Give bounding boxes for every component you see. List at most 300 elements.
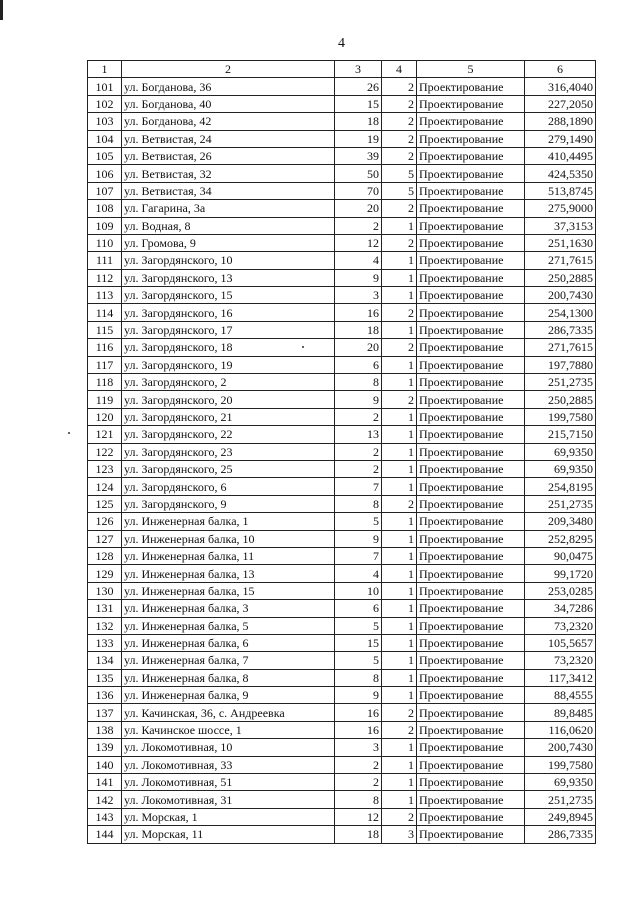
value-cell: 117,3412 xyxy=(525,669,596,686)
col3-cell: 26 xyxy=(335,78,382,95)
address-cell: ул. Локомотивная, 33 xyxy=(122,756,335,773)
stage-cell: Проектирование xyxy=(417,460,525,477)
col4-cell: 2 xyxy=(382,808,417,825)
row-number-cell: 106 xyxy=(88,165,122,182)
scan-edge-mark xyxy=(0,0,3,20)
col3-cell: 6 xyxy=(335,356,382,373)
col3-cell: 2 xyxy=(335,460,382,477)
address-cell: ул. Инженерная балка, 7 xyxy=(122,652,335,669)
stage-cell: Проектирование xyxy=(417,426,525,443)
stage-cell: Проектирование xyxy=(417,200,525,217)
table-row xyxy=(88,234,596,251)
address-cell: ул. Загордянского, 13 xyxy=(122,269,335,286)
value-cell: 253,0285 xyxy=(525,582,596,599)
col3-cell: 2 xyxy=(335,774,382,791)
stage-cell: Проектирование xyxy=(417,547,525,564)
col3-cell: 9 xyxy=(335,269,382,286)
col4-cell: 2 xyxy=(382,78,417,95)
row-number-cell: 114 xyxy=(88,304,122,321)
col4-cell: 1 xyxy=(382,513,417,530)
col3-cell: 50 xyxy=(335,165,382,182)
col3-cell: 8 xyxy=(335,669,382,686)
row-number-cell: 126 xyxy=(88,513,122,530)
value-cell: 199,7580 xyxy=(525,756,596,773)
table-row xyxy=(88,391,596,408)
value-cell: 513,8745 xyxy=(525,182,596,199)
column-header: 4 xyxy=(382,61,417,78)
stage-cell: Проектирование xyxy=(417,182,525,199)
col3-cell: 8 xyxy=(335,374,382,391)
address-cell: ул. Качинское шоссе, 1 xyxy=(122,721,335,738)
row-number-cell: 117 xyxy=(88,356,122,373)
stage-cell: Проектирование xyxy=(417,600,525,617)
value-cell: 73,2320 xyxy=(525,652,596,669)
address-cell: ул. Ветвистая, 26 xyxy=(122,147,335,164)
value-cell: 271,7615 xyxy=(525,252,596,269)
table-header-row xyxy=(88,61,596,78)
address-cell: ул. Загордянского, 17 xyxy=(122,321,335,338)
column-header: 2 xyxy=(122,61,335,78)
row-number-cell: 123 xyxy=(88,460,122,477)
col4-cell: 5 xyxy=(382,182,417,199)
address-cell: ул. Загордянского, 23 xyxy=(122,443,335,460)
address-cell: ул. Богданова, 36 xyxy=(122,78,335,95)
address-cell: ул. Инженерная балка, 1 xyxy=(122,513,335,530)
col3-cell: 39 xyxy=(335,147,382,164)
stage-cell: Проектирование xyxy=(417,826,525,843)
row-number-cell: 134 xyxy=(88,652,122,669)
col3-cell: 70 xyxy=(335,182,382,199)
table-row xyxy=(88,791,596,808)
col4-cell: 2 xyxy=(382,234,417,251)
row-number-cell: 138 xyxy=(88,721,122,738)
col4-cell: 1 xyxy=(382,565,417,582)
data-table xyxy=(87,60,596,844)
col3-cell: 16 xyxy=(335,304,382,321)
table-row xyxy=(88,147,596,164)
address-cell: ул. Морская, 11 xyxy=(122,826,335,843)
address-cell: ул. Загордянского, 6 xyxy=(122,478,335,495)
row-number-cell: 120 xyxy=(88,408,122,425)
row-number-cell: 129 xyxy=(88,565,122,582)
stage-cell: Проектирование xyxy=(417,356,525,373)
col3-cell: 20 xyxy=(335,200,382,217)
address-cell: ул. Инженерная балка, 15 xyxy=(122,582,335,599)
column-header: 5 xyxy=(417,61,525,78)
row-number-cell: 136 xyxy=(88,687,122,704)
col4-cell: 1 xyxy=(382,252,417,269)
row-number-cell: 103 xyxy=(88,113,122,130)
value-cell: 105,5657 xyxy=(525,634,596,651)
table-row xyxy=(88,78,596,95)
column-header: 6 xyxy=(525,61,596,78)
col3-cell: 4 xyxy=(335,252,382,269)
col3-cell: 12 xyxy=(335,808,382,825)
row-number-cell: 105 xyxy=(88,147,122,164)
value-cell: 251,1630 xyxy=(525,234,596,251)
stage-cell: Проектирование xyxy=(417,95,525,112)
address-cell: ул. Богданова, 40 xyxy=(122,95,335,112)
table-row xyxy=(88,182,596,199)
address-cell: ул. Загордянского, 16 xyxy=(122,304,335,321)
col4-cell: 2 xyxy=(382,339,417,356)
table-row xyxy=(88,374,596,391)
value-cell: 316,4040 xyxy=(525,78,596,95)
value-cell: 279,1490 xyxy=(525,130,596,147)
col3-cell: 9 xyxy=(335,391,382,408)
row-number-cell: 135 xyxy=(88,669,122,686)
table-row xyxy=(88,408,596,425)
value-cell: 69,9350 xyxy=(525,774,596,791)
value-cell: 250,2885 xyxy=(525,391,596,408)
col4-cell: 1 xyxy=(382,426,417,443)
address-cell: ул. Инженерная балка, 13 xyxy=(122,565,335,582)
col3-cell: 8 xyxy=(335,495,382,512)
stage-cell: Проектирование xyxy=(417,582,525,599)
table-row xyxy=(88,826,596,843)
table-row xyxy=(88,495,596,512)
col3-cell: 4 xyxy=(335,565,382,582)
stage-cell: Проектирование xyxy=(417,304,525,321)
stage-cell: Проектирование xyxy=(417,565,525,582)
table-row xyxy=(88,200,596,217)
table-row xyxy=(88,478,596,495)
col3-cell: 5 xyxy=(335,617,382,634)
value-cell: 200,7430 xyxy=(525,287,596,304)
row-number-cell: 107 xyxy=(88,182,122,199)
address-cell: ул. Загордянского, 18 xyxy=(122,339,335,356)
row-number-cell: 140 xyxy=(88,756,122,773)
table-row xyxy=(88,565,596,582)
value-cell: 252,8295 xyxy=(525,530,596,547)
table-row xyxy=(88,530,596,547)
row-number-cell: 119 xyxy=(88,391,122,408)
value-cell: 88,4555 xyxy=(525,687,596,704)
col4-cell: 2 xyxy=(382,130,417,147)
stage-cell: Проектирование xyxy=(417,756,525,773)
col4-cell: 1 xyxy=(382,547,417,564)
address-cell: ул. Качинская, 36, с. Андреевка xyxy=(122,704,335,721)
value-cell: 251,2735 xyxy=(525,791,596,808)
col3-cell: 5 xyxy=(335,652,382,669)
address-cell: ул. Инженерная балка, 3 xyxy=(122,600,335,617)
table-row xyxy=(88,687,596,704)
value-cell: 251,2735 xyxy=(525,374,596,391)
stage-cell: Проектирование xyxy=(417,113,525,130)
table-row xyxy=(88,339,596,356)
col3-cell: 2 xyxy=(335,217,382,234)
row-number-cell: 137 xyxy=(88,704,122,721)
address-cell: ул. Инженерная балка, 9 xyxy=(122,687,335,704)
col3-cell: 18 xyxy=(335,321,382,338)
address-cell: ул. Локомотивная, 10 xyxy=(122,739,335,756)
row-number-cell: 142 xyxy=(88,791,122,808)
row-number-cell: 143 xyxy=(88,808,122,825)
address-cell: ул. Инженерная балка, 8 xyxy=(122,669,335,686)
row-number-cell: 110 xyxy=(88,234,122,251)
col4-cell: 2 xyxy=(382,95,417,112)
address-cell: ул. Локомотивная, 31 xyxy=(122,791,335,808)
table-row xyxy=(88,304,596,321)
row-number-cell: 124 xyxy=(88,478,122,495)
stage-cell: Проектирование xyxy=(417,513,525,530)
col4-cell: 1 xyxy=(382,287,417,304)
address-cell: ул. Загордянского, 21 xyxy=(122,408,335,425)
stage-cell: Проектирование xyxy=(417,478,525,495)
row-number-cell: 108 xyxy=(88,200,122,217)
col4-cell: 2 xyxy=(382,391,417,408)
col4-cell: 1 xyxy=(382,652,417,669)
stage-cell: Проектирование xyxy=(417,78,525,95)
value-cell: 254,8195 xyxy=(525,478,596,495)
col4-cell: 1 xyxy=(382,460,417,477)
stage-cell: Проектирование xyxy=(417,739,525,756)
stage-cell: Проектирование xyxy=(417,652,525,669)
table-row xyxy=(88,287,596,304)
value-cell: 254,1300 xyxy=(525,304,596,321)
table-row xyxy=(88,443,596,460)
address-cell: ул. Водная, 8 xyxy=(122,217,335,234)
address-cell: ул. Загордянского, 19 xyxy=(122,356,335,373)
col3-cell: 19 xyxy=(335,130,382,147)
table-row xyxy=(88,808,596,825)
address-cell: ул. Загордянского, 9 xyxy=(122,495,335,512)
value-cell: 286,7335 xyxy=(525,826,596,843)
column-header: 3 xyxy=(335,61,382,78)
table-row xyxy=(88,704,596,721)
col4-cell: 1 xyxy=(382,739,417,756)
address-cell: ул. Инженерная балка, 6 xyxy=(122,634,335,651)
value-cell: 215,7150 xyxy=(525,426,596,443)
col3-cell: 7 xyxy=(335,478,382,495)
address-cell: ул. Локомотивная, 51 xyxy=(122,774,335,791)
row-number-cell: 141 xyxy=(88,774,122,791)
col4-cell: 1 xyxy=(382,374,417,391)
address-cell: ул. Гагарина, 3а xyxy=(122,200,335,217)
stage-cell: Проектирование xyxy=(417,287,525,304)
stage-cell: Проектирование xyxy=(417,687,525,704)
col4-cell: 1 xyxy=(382,478,417,495)
address-cell: ул. Морская, 1 xyxy=(122,808,335,825)
value-cell: 200,7430 xyxy=(525,739,596,756)
table-body xyxy=(88,78,596,843)
col3-cell: 5 xyxy=(335,513,382,530)
value-cell: 89,8485 xyxy=(525,704,596,721)
row-number-cell: 144 xyxy=(88,826,122,843)
value-cell: 90,0475 xyxy=(525,547,596,564)
table-row xyxy=(88,130,596,147)
table-row xyxy=(88,756,596,773)
table-row xyxy=(88,269,596,286)
col3-cell: 15 xyxy=(335,95,382,112)
address-cell: ул. Ветвистая, 32 xyxy=(122,165,335,182)
table-row xyxy=(88,617,596,634)
row-number-cell: 125 xyxy=(88,495,122,512)
value-cell: 69,9350 xyxy=(525,460,596,477)
col3-cell: 16 xyxy=(335,721,382,738)
stage-cell: Проектирование xyxy=(417,791,525,808)
value-cell: 251,2735 xyxy=(525,495,596,512)
table-row xyxy=(88,426,596,443)
col4-cell: 1 xyxy=(382,269,417,286)
stage-cell: Проектирование xyxy=(417,321,525,338)
col3-cell: 3 xyxy=(335,287,382,304)
value-cell: 197,7880 xyxy=(525,356,596,373)
table-row xyxy=(88,669,596,686)
scan-speck xyxy=(68,432,70,434)
address-cell: ул. Загордянского, 2 xyxy=(122,374,335,391)
address-cell: ул. Инженерная балка, 10 xyxy=(122,530,335,547)
value-cell: 99,1720 xyxy=(525,565,596,582)
table-row xyxy=(88,652,596,669)
table-row xyxy=(88,356,596,373)
stage-cell: Проектирование xyxy=(417,130,525,147)
address-cell: ул. Загордянского, 25 xyxy=(122,460,335,477)
col4-cell: 2 xyxy=(382,113,417,130)
page-number: 4 xyxy=(338,36,345,51)
table-row xyxy=(88,513,596,530)
col3-cell: 2 xyxy=(335,756,382,773)
row-number-cell: 118 xyxy=(88,374,122,391)
row-number-cell: 112 xyxy=(88,269,122,286)
col4-cell: 1 xyxy=(382,582,417,599)
value-cell: 286,7335 xyxy=(525,321,596,338)
address-cell: ул. Инженерная балка, 5 xyxy=(122,617,335,634)
col4-cell: 1 xyxy=(382,217,417,234)
stage-cell: Проектирование xyxy=(417,234,525,251)
stage-cell: Проектирование xyxy=(417,634,525,651)
col3-cell: 18 xyxy=(335,113,382,130)
col4-cell: 1 xyxy=(382,443,417,460)
table-row xyxy=(88,321,596,338)
col3-cell: 15 xyxy=(335,634,382,651)
stage-cell: Проектирование xyxy=(417,669,525,686)
col4-cell: 1 xyxy=(382,774,417,791)
row-number-cell: 139 xyxy=(88,739,122,756)
address-cell: ул. Ветвистая, 34 xyxy=(122,182,335,199)
address-cell: ул. Богданова, 42 xyxy=(122,113,335,130)
row-number-cell: 127 xyxy=(88,530,122,547)
col4-cell: 2 xyxy=(382,721,417,738)
row-number-cell: 132 xyxy=(88,617,122,634)
address-cell: ул. Загордянского, 15 xyxy=(122,287,335,304)
col3-cell: 6 xyxy=(335,600,382,617)
stage-cell: Проектирование xyxy=(417,147,525,164)
value-cell: 250,2885 xyxy=(525,269,596,286)
row-number-cell: 102 xyxy=(88,95,122,112)
row-number-cell: 133 xyxy=(88,634,122,651)
value-cell: 227,2050 xyxy=(525,95,596,112)
col4-cell: 3 xyxy=(382,826,417,843)
stage-cell: Проектирование xyxy=(417,495,525,512)
table-row xyxy=(88,739,596,756)
col4-cell: 1 xyxy=(382,669,417,686)
stage-cell: Проектирование xyxy=(417,217,525,234)
stage-cell: Проектирование xyxy=(417,530,525,547)
value-cell: 37,3153 xyxy=(525,217,596,234)
table-row xyxy=(88,600,596,617)
value-cell: 199,7580 xyxy=(525,408,596,425)
col3-cell: 2 xyxy=(335,443,382,460)
col3-cell: 8 xyxy=(335,791,382,808)
value-cell: 249,8945 xyxy=(525,808,596,825)
stage-cell: Проектирование xyxy=(417,339,525,356)
table-row xyxy=(88,721,596,738)
stage-cell: Проектирование xyxy=(417,374,525,391)
col4-cell: 1 xyxy=(382,600,417,617)
stage-cell: Проектирование xyxy=(417,165,525,182)
table-row xyxy=(88,165,596,182)
stage-cell: Проектирование xyxy=(417,617,525,634)
col3-cell: 16 xyxy=(335,704,382,721)
row-number-cell: 121 xyxy=(88,426,122,443)
address-cell: ул. Инженерная балка, 11 xyxy=(122,547,335,564)
address-cell: ул. Загордянского, 20 xyxy=(122,391,335,408)
stage-cell: Проектирование xyxy=(417,269,525,286)
col3-cell: 2 xyxy=(335,408,382,425)
col3-cell: 18 xyxy=(335,826,382,843)
stage-cell: Проектирование xyxy=(417,704,525,721)
row-number-cell: 113 xyxy=(88,287,122,304)
col4-cell: 2 xyxy=(382,704,417,721)
col3-cell: 20 xyxy=(335,339,382,356)
table-row xyxy=(88,252,596,269)
col4-cell: 1 xyxy=(382,791,417,808)
table-row xyxy=(88,634,596,651)
col4-cell: 1 xyxy=(382,756,417,773)
stage-cell: Проектирование xyxy=(417,443,525,460)
value-cell: 69,9350 xyxy=(525,443,596,460)
row-number-cell: 131 xyxy=(88,600,122,617)
col3-cell: 12 xyxy=(335,234,382,251)
stage-cell: Проектирование xyxy=(417,774,525,791)
row-number-cell: 116 xyxy=(88,339,122,356)
row-number-cell: 130 xyxy=(88,582,122,599)
address-cell: ул. Загордянского, 10 xyxy=(122,252,335,269)
col4-cell: 1 xyxy=(382,634,417,651)
stage-cell: Проектирование xyxy=(417,721,525,738)
col4-cell: 1 xyxy=(382,356,417,373)
row-number-cell: 128 xyxy=(88,547,122,564)
col4-cell: 1 xyxy=(382,530,417,547)
address-cell: ул. Громова, 9 xyxy=(122,234,335,251)
col4-cell: 1 xyxy=(382,321,417,338)
value-cell: 271,7615 xyxy=(525,339,596,356)
value-cell: 209,3480 xyxy=(525,513,596,530)
row-number-cell: 109 xyxy=(88,217,122,234)
value-cell: 34,7286 xyxy=(525,600,596,617)
row-number-cell: 115 xyxy=(88,321,122,338)
value-cell: 73,2320 xyxy=(525,617,596,634)
value-cell: 275,9000 xyxy=(525,200,596,217)
col4-cell: 2 xyxy=(382,147,417,164)
row-number-cell: 104 xyxy=(88,130,122,147)
table-row xyxy=(88,547,596,564)
table-row xyxy=(88,774,596,791)
stage-cell: Проектирование xyxy=(417,408,525,425)
table-row xyxy=(88,217,596,234)
table-row xyxy=(88,113,596,130)
row-number-cell: 101 xyxy=(88,78,122,95)
stage-cell: Проектирование xyxy=(417,808,525,825)
col4-cell: 2 xyxy=(382,200,417,217)
row-number-cell: 111 xyxy=(88,252,122,269)
value-cell: 424,5350 xyxy=(525,165,596,182)
col4-cell: 1 xyxy=(382,687,417,704)
col4-cell: 2 xyxy=(382,495,417,512)
col4-cell: 1 xyxy=(382,408,417,425)
address-cell: ул. Загордянского, 22 xyxy=(122,426,335,443)
